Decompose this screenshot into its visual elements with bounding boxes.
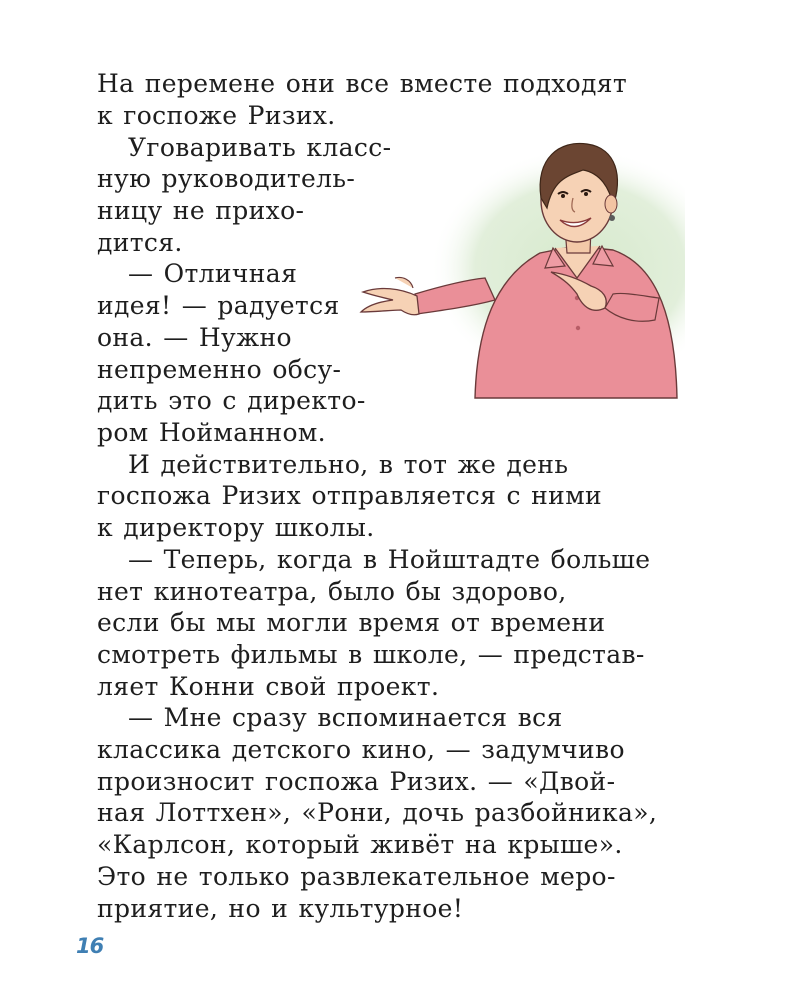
text-line: классика детского кино, — задумчиво — [97, 735, 625, 764]
text-line: ляет Конни свой проект. — [97, 672, 440, 701]
text-line: — Мне сразу вспоминается вся — [128, 703, 563, 732]
page-number: 16 — [76, 934, 104, 958]
text-line: ром Нойманном. — [97, 418, 326, 447]
text-line: — Теперь, когда в Нойштадте больше — [128, 545, 651, 574]
text-line: если бы мы могли время от времени — [97, 608, 606, 637]
text-line: смотреть фильмы в школе, — представ- — [97, 640, 645, 669]
text-line: Это не только развлекательное меро- — [97, 862, 616, 891]
text-line: дить это с директо- — [97, 386, 366, 415]
teacher-illustration — [355, 128, 685, 408]
text-line: Уговаривать класс- — [128, 133, 392, 162]
text-line: На перемене они все вместе подходят — [97, 69, 628, 98]
text-line: И действительно, в тот же день — [128, 450, 569, 479]
text-line: идея! — радуется — [97, 291, 340, 320]
text-line: к директору школы. — [97, 513, 375, 542]
text-line: нет кинотеатра, было бы здорово, — [97, 577, 567, 606]
text-line: дится. — [97, 228, 183, 257]
text-line: произносит госпожа Ризих. — «Двой- — [97, 767, 616, 796]
text-line: ницу не прихо- — [97, 196, 305, 225]
text-line: ную руководитель- — [97, 164, 356, 193]
text-line: приятие, но и культурное! — [97, 894, 464, 923]
text-line: «Карлсон, который живёт на крыше». — [97, 830, 623, 859]
text-line: она. — Нужно — [97, 323, 292, 352]
text-line: — Отличная — [128, 259, 298, 288]
text-line: непременно обсу- — [97, 355, 342, 384]
text-line: госпожа Ризих отправляется с ними — [97, 481, 602, 510]
text-line: к госпоже Ризих. — [97, 101, 336, 130]
open-hand — [361, 289, 419, 315]
text-line: ная Лоттхен», «Рони, дочь разбойника», — [97, 798, 658, 827]
